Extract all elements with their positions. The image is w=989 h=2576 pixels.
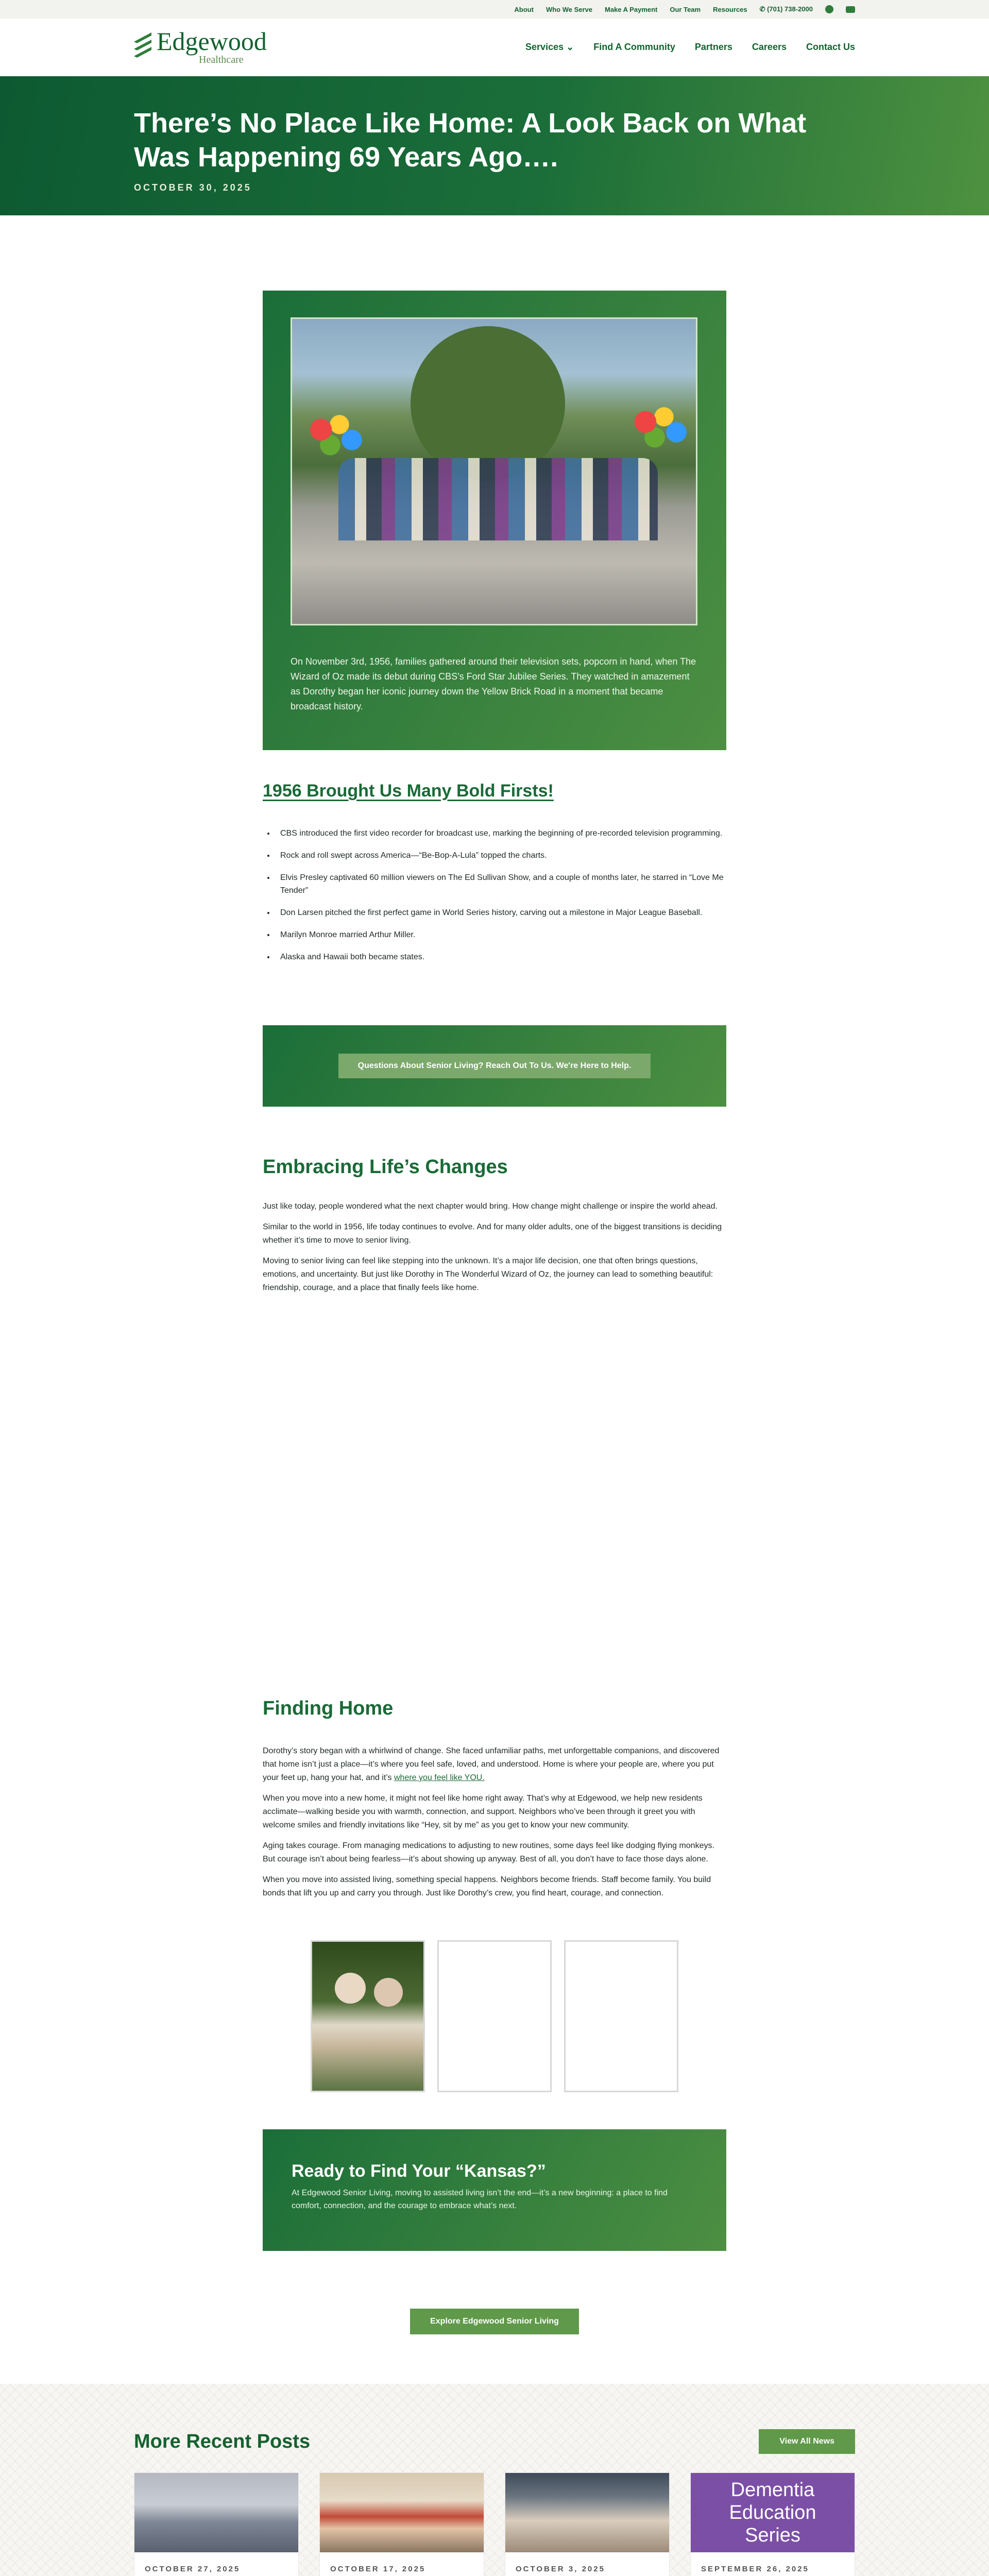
paragraph: Similar to the world in 1956, life today continues to evolve. And for many older adults, one of the biggest transitions is deciding whether it’s time to move to senior living.: [263, 1223, 722, 1245]
list-item: • Marilyn Monroe married Arthur Miller.: [275, 928, 726, 941]
firsts-heading: 1956 Brought Us Many Bold Firsts!: [263, 781, 554, 801]
photo-gallery: [263, 1940, 726, 2092]
list-item: • Elvis Presley captivated 60 million viewers on The Ed Sullivan Show, and a couple of months later, he starred in “Love Me Tender”: [275, 871, 726, 897]
post-card-date: OCTOBER 27, 2025: [145, 2565, 241, 2573]
list-item: • Rock and roll swept across America—“Be-Bop-A-Lula” topped the charts.: [275, 849, 726, 862]
main-nav: [525, 42, 855, 53]
finding-home-body: [263, 1744, 726, 1900]
utility-phone-number: (701) 738-2000: [767, 5, 813, 13]
nav-item-partners[interactable]: Partners: [694, 42, 732, 52]
gallery-photo-placeholder[interactable]: [564, 1940, 678, 2092]
paragraph: When you move into a new home, it might not feel like home right away. That’s why at Edgewood, we help new residents acclimate—walking beside you with warmth, connection, and support. Neighbors who’ve been through it greet you with welcome smiles and friendly invitations like “Hey, sit by me” as you get to know your new community.: [263, 1794, 703, 1829]
paragraph: Just like today, people wondered what the next chapter would bring. How change might challenge or inspire the world ahead.: [263, 1202, 718, 1211]
site-logo[interactable]: [134, 28, 267, 66]
firsts-list: [263, 827, 726, 963]
nav-item-services[interactable]: [525, 42, 574, 53]
list-item: • Don Larsen pitched the first perfect game in World Series history, carving out a milestone in Major League Baseball.: [275, 906, 726, 919]
gallery-photo-placeholder[interactable]: [437, 1940, 552, 2092]
post-card[interactable]: [505, 2472, 670, 2576]
list-item: • CBS introduced the first video recorder for broadcast use, marking the beginning of pre-recorded television programming.: [275, 827, 726, 840]
article-content: [263, 291, 726, 2334]
post-card-date: SEPTEMBER 26, 2025: [701, 2565, 809, 2573]
chevron-down-icon: ⌄: [566, 42, 574, 52]
utility-link-our-team[interactable]: Our Team: [670, 5, 701, 13]
logo-sub: Healthcare: [199, 54, 244, 65]
view-all-news-button[interactable]: View All News: [759, 2429, 855, 2454]
kansas-banner: [263, 2129, 726, 2251]
kansas-heading: Ready to Find Your “Kansas?”: [292, 2161, 546, 2181]
post-image-text: Series: [745, 2524, 800, 2546]
finding-home-heading: Finding Home: [263, 1698, 394, 1719]
paragraph: [263, 1744, 726, 1785]
feel-like-you-link[interactable]: where you feel like YOU.: [394, 1773, 485, 1782]
utility-phone[interactable]: [760, 5, 813, 13]
utility-link-who-we-serve[interactable]: Who We Serve: [545, 5, 593, 13]
edgewood-logo-mark: [134, 34, 151, 61]
feature-card: [263, 291, 726, 750]
post-image[interactable]: [134, 2473, 298, 2552]
feature-photo: [291, 317, 697, 625]
list-item: • Alaska and Hawaii both became states.: [275, 951, 726, 963]
post-card[interactable]: [319, 2472, 484, 2576]
page-title: There’s No Place Like Home: A Look Back on What Was Happening 69 Years Ago….: [134, 108, 807, 173]
phone-icon: ✆: [759, 5, 768, 13]
paragraph: Moving to senior living can feel like stepping into the unknown. It’s a major life decision, one that often brings questions, emotions, and uncertainty. But just like Dorothy in The Wonderful Wizard of Oz, the journey can lead to something beautiful: friendship, courage, and a place that finally feels like home.: [263, 1257, 713, 1292]
embracing-heading: Embracing Life’s Changes: [263, 1156, 508, 1178]
utility-link-about[interactable]: About: [514, 5, 534, 13]
nav-item-contact[interactable]: Contact Us: [806, 42, 855, 52]
post-image[interactable]: [691, 2473, 855, 2552]
kansas-text: At Edgewood Senior Living, moving to assisted living isn’t the end—it’s a new beginning: a place to find comfort, connection, and the courage to embrace what’s next.: [292, 2189, 668, 2210]
nav-services-label: Services: [525, 42, 564, 52]
site-header: [0, 19, 989, 76]
feature-caption: On November 3rd, 1956, families gathered around their television sets, popcorn in hand, when The Wizard of Oz made its debut during CBS's Ford Star Jubilee Series. They watched in amazement as Dorothy began her iconic journey down the Yellow Brick Road in a moment that became broadcast history.: [291, 656, 696, 711]
recent-posts-section: [0, 2384, 989, 2576]
nav-item-careers[interactable]: Careers: [752, 42, 787, 52]
post-image-text: Dementia: [730, 2479, 815, 2501]
paragraph: Aging takes courage. From managing medications to adjusting to new routines, some days feel like dodging flying monkeys. But courage isn’t about being fearless—it’s about showing up anyway. Best of all, you don’t have to face those days alone.: [263, 1841, 714, 1863]
post-image[interactable]: [505, 2473, 669, 2552]
post-card[interactable]: [690, 2472, 855, 2576]
paragraph-text: Dorothy’s story began with a whirlwind of change. She faced unfamiliar paths, met unforgettable companions, and discovered that home isn’t just a place—it’s where you feel safe, loved, and understood. Home is where your people are, where you put your feet up, hang your hat, and it’s: [263, 1747, 720, 1782]
logo-name: Edgewood: [157, 27, 267, 56]
post-card-date: OCTOBER 17, 2025: [330, 2565, 426, 2573]
utility-link-make-payment[interactable]: Make A Payment: [605, 5, 658, 13]
recent-posts-heading: More Recent Posts: [134, 2430, 311, 2452]
embracing-body: [263, 1200, 726, 1295]
paragraph: When you move into assisted living, something special happens. Neighbors become friends. Staff become family. You build bonds that lift you up and carry you through. Just like Dorothy’s crew, you find heart, courage, and connection.: [263, 1875, 711, 1897]
gallery-photo[interactable]: [311, 1940, 425, 2092]
post-card-date: OCTOBER 3, 2025: [516, 2565, 605, 2573]
utility-link-resources[interactable]: Resources: [713, 5, 747, 13]
explore-button[interactable]: Explore Edgewood Senior Living: [410, 2309, 579, 2334]
post-image-text: Education: [729, 2502, 816, 2523]
youtube-icon[interactable]: [846, 6, 855, 13]
facebook-icon[interactable]: [825, 5, 833, 13]
contact-cta-button[interactable]: Questions About Senior Living? Reach Out To Us. We're Here to Help.: [338, 1054, 651, 1078]
post-card[interactable]: [134, 2472, 299, 2576]
post-cards: [134, 2472, 855, 2576]
page-hero: [0, 76, 989, 215]
post-image[interactable]: [320, 2473, 484, 2552]
post-date: OCTOBER 30, 2025: [134, 182, 252, 193]
contact-cta-banner: [263, 1025, 726, 1107]
utility-bar: [0, 0, 989, 19]
nav-item-find-community[interactable]: Find A Community: [593, 42, 675, 52]
